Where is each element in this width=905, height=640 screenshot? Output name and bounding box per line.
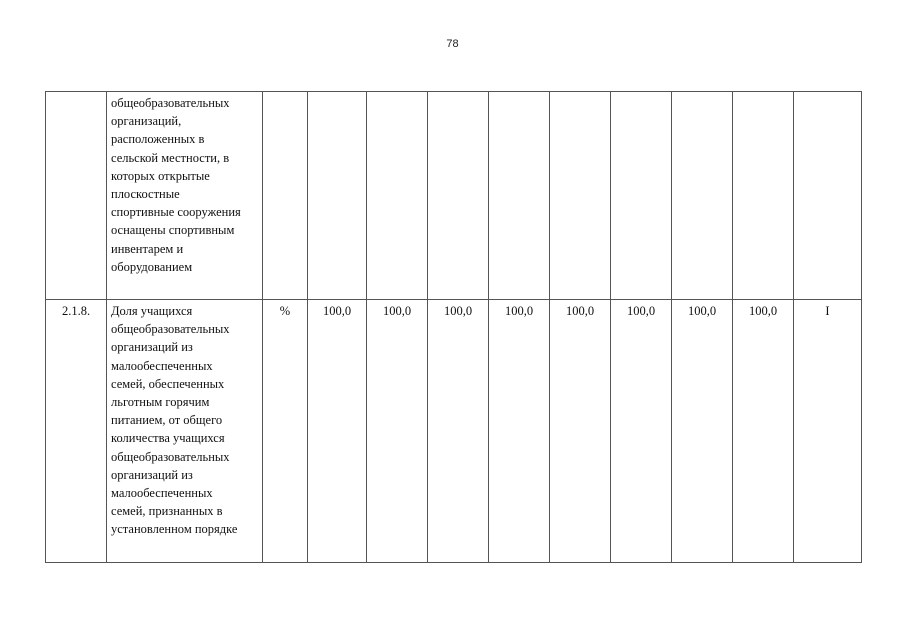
description-line: установленном порядке <box>111 522 238 537</box>
value-cell <box>611 92 672 300</box>
description-line: спортивные сооружения <box>111 205 241 220</box>
description-line: общеобразовательных <box>111 96 230 110</box>
description-line: организаций из <box>111 467 193 482</box>
row-number-cell <box>46 92 107 300</box>
value-cell: 100,0 <box>308 300 367 563</box>
description-line: количества учащихся <box>111 431 225 446</box>
value-cell <box>367 92 428 300</box>
description-line: малообеспеченных <box>111 358 213 373</box>
description-line: льготным горячим <box>111 395 210 410</box>
unit-cell <box>263 92 308 300</box>
unit-cell: % <box>263 300 308 563</box>
table-row <box>46 300 862 563</box>
value-cell <box>550 92 611 300</box>
value-cell: 100,0 <box>489 300 550 563</box>
indicator-table <box>45 91 862 563</box>
description-line: организаций из <box>111 340 193 355</box>
description-line: организаций, <box>111 114 182 129</box>
description-line: сельской местности, в <box>111 150 230 165</box>
description-line: инвентарем и <box>111 241 184 256</box>
value-cell <box>489 92 550 300</box>
description-line: семей, обеспеченных <box>111 376 225 391</box>
indicator-description-cell <box>107 300 263 563</box>
code-cell: I <box>794 300 862 563</box>
value-cell <box>672 92 733 300</box>
value-cell: 100,0 <box>672 300 733 563</box>
description-line: питанием, от общего <box>111 413 223 428</box>
code-cell <box>794 92 862 300</box>
description-line: малообеспеченных <box>111 486 213 501</box>
description-line: плоскостные <box>111 187 180 202</box>
description-line: которых открытые <box>111 168 210 183</box>
value-cell: 100,0 <box>733 300 794 563</box>
value-cell <box>733 92 794 300</box>
value-cell: 100,0 <box>367 300 428 563</box>
description-line: расположенных в <box>111 132 205 147</box>
description-line: оборудованием <box>111 259 193 274</box>
description-line: Доля учащихся <box>111 304 193 318</box>
table-row <box>46 92 862 300</box>
description-line: общеобразовательных <box>111 322 230 337</box>
value-cell: 100,0 <box>611 300 672 563</box>
description-line: оснащены спортивным <box>111 223 235 238</box>
value-cell: 100,0 <box>428 300 489 563</box>
page-number: 78 <box>446 38 459 50</box>
value-cell: 100,0 <box>550 300 611 563</box>
description-line: общеобразовательных <box>111 449 230 464</box>
row-number-cell: 2.1.8. <box>46 300 107 563</box>
value-cell <box>428 92 489 300</box>
indicator-description-cell <box>107 92 263 300</box>
description-line: семей, признанных в <box>111 504 223 519</box>
value-cell <box>308 92 367 300</box>
